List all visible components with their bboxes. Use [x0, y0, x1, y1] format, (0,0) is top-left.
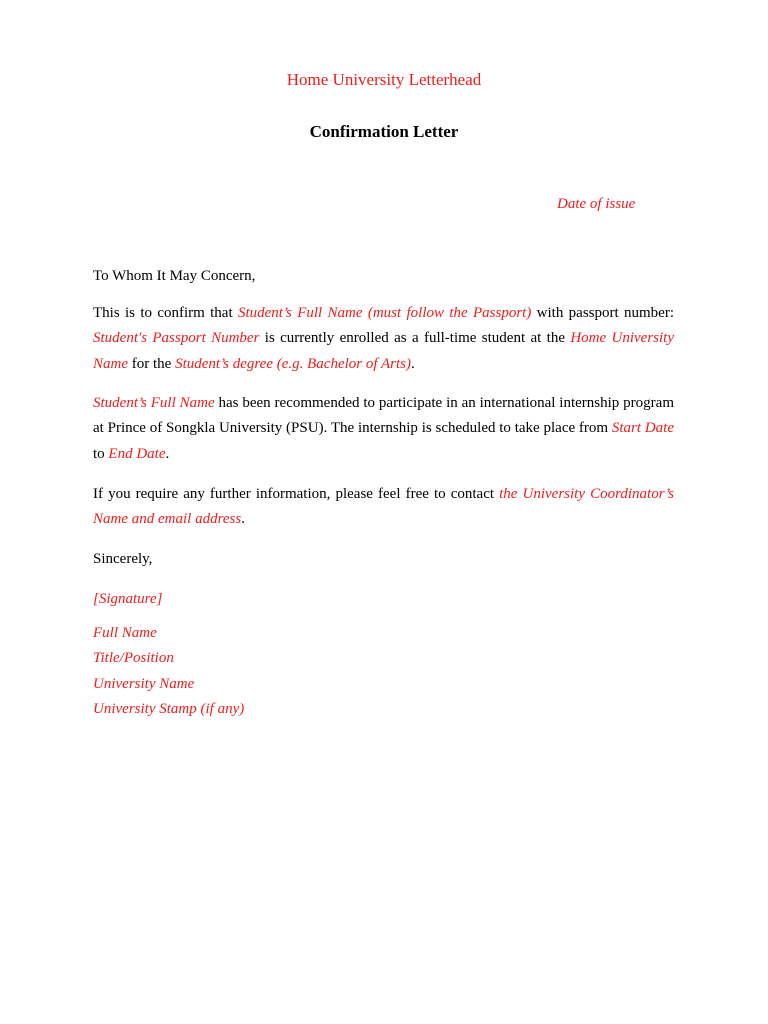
placeholder-start-date: Start Date [611, 420, 674, 437]
signatory-title: Title/Position [93, 650, 174, 667]
paragraph-confirmation [93, 301, 674, 377]
paragraph-text: with passport number: [531, 305, 674, 321]
paragraph-text: is currently enrolled as a full-time student at the [259, 330, 571, 347]
paragraph-text: to [93, 445, 109, 462]
placeholder-end-date: End Date [108, 445, 166, 462]
date-of-issue: Date of issue [557, 196, 636, 212]
placeholder-passport-number: Student's Passport Number [93, 330, 260, 347]
document-title: Confirmation Letter [309, 122, 459, 141]
paragraph-text: If you require any further information, please feel free to contact [93, 486, 500, 502]
signature-block [93, 621, 674, 722]
signatory-full-name: Full Name [93, 625, 157, 641]
university-stamp: University Stamp (if any) [93, 700, 245, 717]
salutation: To Whom It May Concern, [93, 268, 256, 284]
paragraph-text: . [165, 445, 170, 462]
placeholder-degree: Student’s degree (e.g. Bachelor of Arts) [175, 355, 412, 372]
paragraph-text: . [411, 355, 415, 372]
paragraph-text: for the [128, 355, 176, 372]
paragraph-contact [93, 482, 674, 533]
placeholder-coordinator-contact: the University Coordinator’s Name and email address [93, 486, 674, 528]
paragraph-internship [93, 391, 674, 467]
paragraph-text: . [241, 511, 245, 528]
paragraph-text: This is to confirm that [93, 305, 238, 321]
placeholder-student-name: Student’s Full Name (must follow the Passport) [237, 305, 532, 321]
placeholder-student-name: Student’s Full Name [93, 395, 215, 411]
paragraph-text: has been recommended to participate in an international internship program at Prince of Songkla University (PSU). The internship is scheduled to take place from [93, 395, 674, 437]
signature-placeholder: [Signature] [93, 591, 163, 607]
closing: Sincerely, [93, 551, 153, 567]
letterhead: Home University Letterhead [286, 70, 482, 89]
placeholder-university-name: Home University Name [93, 330, 674, 372]
signatory-university: University Name [93, 675, 195, 692]
